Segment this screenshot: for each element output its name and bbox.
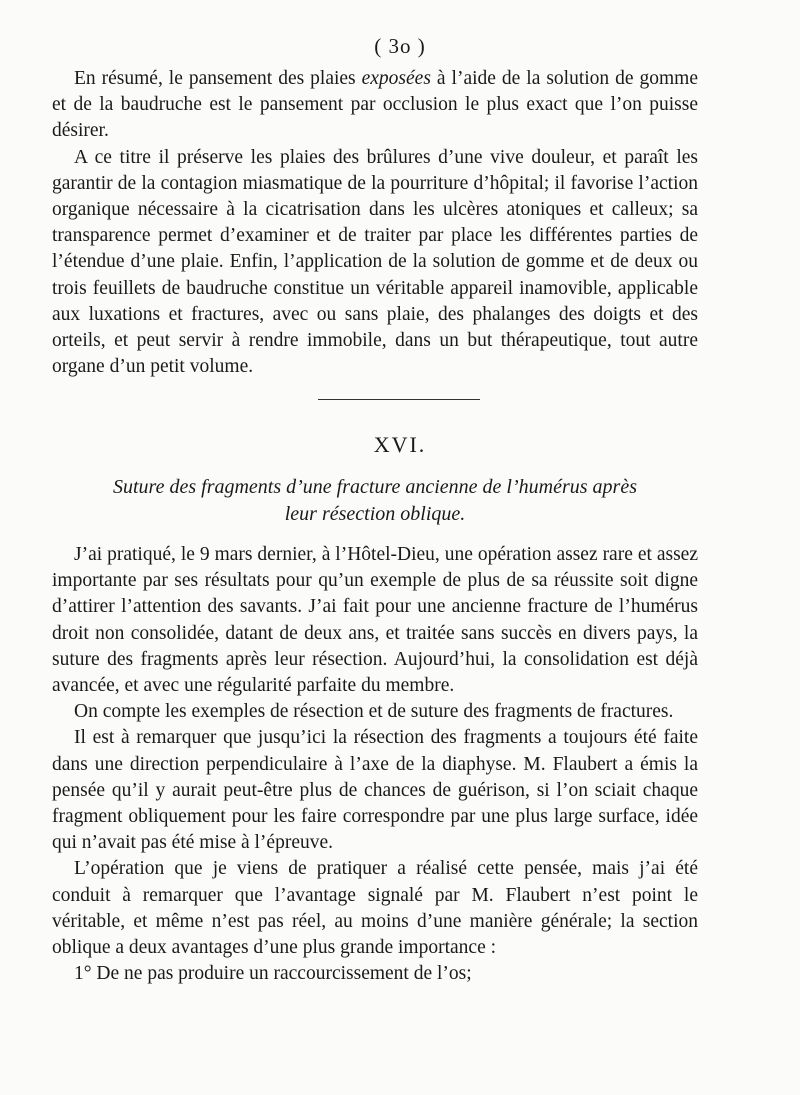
paragraph [52, 66, 698, 145]
paragraph [52, 542, 698, 699]
paragraph [52, 699, 698, 725]
paragraph-text: à l’aide de la solution de gomme et de la baudruche est le pansement par occlusion le plus exact que l’on puisse désirer. [52, 68, 698, 142]
paragraph [52, 145, 698, 381]
section-title [52, 474, 698, 528]
text-block-top [52, 66, 698, 380]
section-number: XVI. [373, 432, 427, 457]
paragraph [52, 725, 698, 856]
page-number: ( 3o ) [374, 34, 426, 58]
paragraph-text: A ce titre il préserve les plaies des brûlures d’une vive douleur, et paraît les garantir de la contagion miasmatique de la pourriture d’hôpital; il favorise l’action organique nécessaire à la cicatrisation dans les ulcères atoniques et calleux; sa transparence permet d’examiner et de traiter par place les différentes parties de l’étendue d’une plaie. Enfin, l’application de la solution de gomme et de deux ou trois feuillets de baudruche constitue un véritable appareil inamovible, applicable aux luxations et fractures, avec ou sans plaie, des phalanges des doigts et des orteils, et peut servir à rendre immobile, dans un but thérapeutique, tout autre organe d’un petit volume. [52, 146, 698, 378]
paragraph [52, 856, 698, 961]
paragraph-text: On compte les exemples de résection et de suture des fragments de fractures. [74, 701, 674, 723]
section-title-line: leur résection oblique. [284, 503, 466, 525]
text-block-bottom [52, 542, 698, 987]
paragraph-text: 1° De ne pas produire un raccourcissement de l’os; [74, 963, 472, 985]
paragraph-text: L’opération que je viens de pratiquer a réalisé cette pensée, mais j’ai été conduit à remarquer que l’avantage signalé par M. Flaubert n’est point le véritable, et même n’est pas réel, au moins d’une manière générale; la section oblique a deux avantages d’une plus grande importance : [52, 858, 698, 959]
section-title-line: Suture des fragments d’une fracture ancienne de l’humérus après [113, 476, 637, 498]
paragraph-text: J’ai pratiqué, le 9 mars dernier, à l’Hôtel-Dieu, une opération assez rare et assez importante par ses résultats pour qu’un exemple de plus de sa réussite soit digne d’attirer l’attention des savants. J’ai fait pour une ancienne fracture de l’humérus droit non consolidée, datant de deux ans, et traitée sans succès en divers pays, la suture des fragments après leur résection. Aujourd’hui, la consolidation est déjà avancée, et avec une régularité parfaite du membre. [52, 544, 698, 697]
paragraph-text: Il est à remarquer que jusqu’ici la résection des fragments a toujours été faite dans une direction perpendiculaire à l’axe de la diaphyse. M. Flaubert a émis la pensée qu’il y aurait peut-être plus de chances de guérison, si l’on sciait chaque fragment obliquement pour les faire correspondre par une plus large surface, idée qui n’avait pas été mise à l’épreuve. [52, 727, 698, 854]
section-divider [318, 399, 480, 400]
paragraph-text: En résumé, le pansement des plaies [74, 68, 362, 89]
emphasized-text: exposées [361, 68, 431, 89]
paragraph [52, 961, 698, 987]
